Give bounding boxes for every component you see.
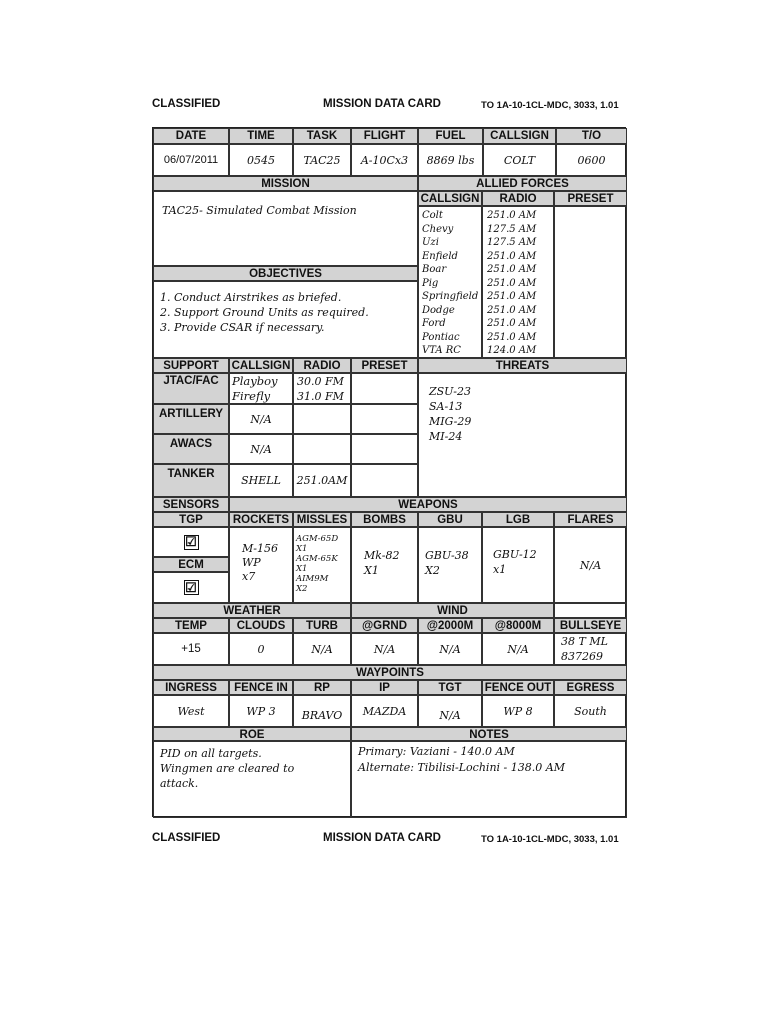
awacs-label: AWACS <box>153 434 229 464</box>
allied-callsigns <box>418 206 482 358</box>
gbu-value <box>418 527 482 603</box>
value-task: TAC25 <box>293 144 351 176</box>
objective-item: 2. Support Ground Units as required. <box>160 306 369 319</box>
allied-col-callsign: CALLSIGN <box>418 191 482 206</box>
value-flight: A-10Cx3 <box>351 144 418 176</box>
allied-callsign: Pig <box>422 277 439 289</box>
value-ingress: West <box>153 695 229 727</box>
gbu-line: X2 <box>425 564 440 577</box>
col-ip: IP <box>351 680 418 695</box>
flares-value: N/A <box>554 527 627 603</box>
bombs-line: X1 <box>364 564 379 577</box>
col-lgb: LGB <box>482 512 554 527</box>
jtac-callsign: Playboy <box>232 374 278 388</box>
objective-item: 1. Conduct Airstrikes as briefed. <box>160 291 342 304</box>
awacs-callsign: N/A <box>229 434 293 464</box>
roe-line: attack. <box>160 777 199 790</box>
col-fuel: FUEL <box>418 128 483 144</box>
value-clouds: 0 <box>229 633 293 665</box>
lgb-line: x1 <box>493 563 507 576</box>
allied-radio: 251.0 AM <box>487 250 537 262</box>
value-wind-2000: N/A <box>418 633 482 665</box>
allied-col-preset: PRESET <box>554 191 627 206</box>
col-fence-out: FENCE OUT <box>482 680 554 695</box>
allied-callsign: VTA RC <box>422 345 461 356</box>
tgp-label: TGP <box>153 512 229 527</box>
allied-radio: 251.0 AM <box>487 291 537 302</box>
header-title: MISSION DATA CARD <box>323 98 441 110</box>
ecm-label: ECM <box>153 557 229 572</box>
threats-list <box>418 373 627 497</box>
support-col-callsign: CALLSIGN <box>229 358 293 373</box>
value-wind-ground: N/A <box>351 633 418 665</box>
allied-radios <box>482 206 554 358</box>
threats-header: THREATS <box>418 358 627 373</box>
gbu-line: GBU-38 <box>425 549 469 562</box>
ecm-cell <box>153 572 229 603</box>
tanker-preset <box>351 464 418 497</box>
col-bombs: BOMBS <box>351 512 418 527</box>
roe-text <box>153 741 351 818</box>
col-wind-2000: @2000M <box>418 618 482 633</box>
support-col-preset: PRESET <box>351 358 418 373</box>
rockets-line: M-156 <box>242 542 278 555</box>
wind-header: WIND <box>351 603 554 618</box>
objectives-header: OBJECTIVES <box>153 266 418 281</box>
col-rp: RP <box>293 680 351 695</box>
allied-radio: 124.0 AM <box>487 345 537 356</box>
mission-header: MISSION <box>153 176 418 191</box>
value-wind-8000: N/A <box>482 633 554 665</box>
missile-line: AGM-65K <box>296 554 338 564</box>
lgb-line: GBU-12 <box>493 548 537 561</box>
weather-header: WEATHER <box>153 603 351 618</box>
footer-title: MISSION DATA CARD <box>323 832 441 844</box>
jtac-label: JTAC/FAC <box>153 373 229 404</box>
allied-callsign: Chevy <box>422 223 454 235</box>
notes-text <box>351 741 627 818</box>
value-date: 06/07/2011 <box>153 144 229 176</box>
col-turb: TURB <box>293 618 351 633</box>
rockets-line: WP <box>242 556 261 569</box>
value-time: 0545 <box>229 144 293 176</box>
bullseye-line: 38 T ML <box>561 635 608 648</box>
allied-radio: 251.0 AM <box>487 331 537 343</box>
ecm-checkbox-icon[interactable]: ☑ <box>185 579 197 595</box>
allied-presets <box>554 206 627 358</box>
awacs-radio <box>293 434 351 464</box>
allied-radio: 251.0 AM <box>487 264 537 275</box>
allied-radio: 251.0 AM <box>487 210 537 221</box>
bombs-line: Mk-82 <box>364 549 400 562</box>
footer-reference: TO 1A-10-1CL-MDC, 3033, 1.01 <box>481 834 619 845</box>
value-callsign: COLT <box>483 144 556 176</box>
col-time: TIME <box>229 128 293 144</box>
col-takeoff: T/O <box>556 128 627 144</box>
bombs-value <box>351 527 418 603</box>
support-header: SUPPORT <box>153 358 229 373</box>
missile-line: X1 <box>296 544 308 554</box>
allied-radio: 251.0 AM <box>487 277 537 289</box>
allied-radio: 251.0 AM <box>487 318 537 329</box>
allied-radio: 127.5 AM <box>487 237 537 248</box>
col-wind-ground: @GRND <box>351 618 418 633</box>
col-fence-in: FENCE IN <box>229 680 293 695</box>
col-date: DATE <box>153 128 229 144</box>
jtac-preset <box>351 373 418 404</box>
col-task: TASK <box>293 128 351 144</box>
missile-line: X1 <box>296 564 308 574</box>
allied-callsign: Dodge <box>422 304 455 316</box>
threat-item: MI-24 <box>429 430 463 443</box>
col-egress: EGRESS <box>554 680 627 695</box>
jtac-callsigns <box>229 373 293 404</box>
mission-data-card <box>152 127 626 817</box>
value-rp: BRAVO <box>293 695 351 727</box>
allied-callsign: Enfield <box>422 250 458 262</box>
jtac-radio: 30.0 FM <box>297 375 344 388</box>
objectives-list <box>153 281 418 358</box>
threat-item: SA-13 <box>429 400 463 413</box>
threat-item: MIG-29 <box>429 415 472 428</box>
sensors-header: SENSORS <box>153 497 229 512</box>
value-fuel: 8869 lbs <box>418 144 483 176</box>
waypoints-header: WAYPOINTS <box>153 665 627 680</box>
col-rockets: ROCKETS <box>229 512 293 527</box>
tgp-cell <box>153 527 229 557</box>
value-egress: South <box>554 695 627 727</box>
roe-header: ROE <box>153 727 351 741</box>
mission-text: TAC25- Simulated Combat Mission <box>153 191 418 266</box>
awacs-preset <box>351 434 418 464</box>
tgp-checkbox-icon[interactable]: ☑ <box>185 534 197 549</box>
col-gbu: GBU <box>418 512 482 527</box>
bullseye-line: 837269 <box>561 650 603 663</box>
tanker-label: TANKER <box>153 464 229 497</box>
lgb-value <box>482 527 554 603</box>
tanker-callsign: SHELL <box>229 464 293 497</box>
allied-radio: 251.0 AM <box>487 304 537 316</box>
col-flares: FLARES <box>554 512 627 527</box>
value-turb: N/A <box>293 633 351 665</box>
value-fence-in: WP 3 <box>229 695 293 727</box>
value-bullseye <box>554 633 627 665</box>
jtac-radio: 31.0 FM <box>297 390 344 403</box>
value-tgt: N/A <box>418 695 482 727</box>
value-temp: +15 <box>153 633 229 665</box>
notes-header: NOTES <box>351 727 627 741</box>
col-flight: FLIGHT <box>351 128 418 144</box>
col-missiles: MISSLES <box>293 512 351 527</box>
allied-callsign: Springfield <box>422 291 479 302</box>
tanker-radio: 251.0AM <box>293 464 351 497</box>
objective-item: 3. Provide CSAR if necessary. <box>160 321 325 334</box>
header-classified: CLASSIFIED <box>152 98 221 110</box>
roe-line: Wingmen are cleared to <box>160 762 295 775</box>
weapons-header: WEAPONS <box>229 497 627 512</box>
threat-item: ZSU-23 <box>429 385 471 398</box>
header-reference: TO 1A-10-1CL-MDC, 3033, 1.01 <box>481 100 619 111</box>
notes-line: Primary: Vaziani - 140.0 AM <box>358 745 515 758</box>
allied-callsign: Ford <box>422 318 446 329</box>
missile-line: AIM9M <box>296 574 329 584</box>
missiles-value <box>293 527 351 603</box>
value-ip: MAZDA <box>351 695 418 727</box>
missile-line: X2 <box>296 584 308 594</box>
roe-line: PID on all targets. <box>160 747 262 760</box>
jtac-radios <box>293 373 351 404</box>
allied-callsign: Boar <box>422 264 447 275</box>
artillery-radio <box>293 404 351 434</box>
jtac-callsign: Firefly <box>232 389 271 403</box>
support-col-radio: RADIO <box>293 358 351 373</box>
col-temp: TEMP <box>153 618 229 633</box>
col-callsign: CALLSIGN <box>483 128 556 144</box>
allied-forces-header: ALLIED FORCES <box>418 176 627 191</box>
col-ingress: INGRESS <box>153 680 229 695</box>
col-tgt: TGT <box>418 680 482 695</box>
col-clouds: CLOUDS <box>229 618 293 633</box>
rockets-line: x7 <box>242 570 256 583</box>
allied-radio: 127.5 AM <box>487 223 537 235</box>
value-fence-out: WP 8 <box>482 695 554 727</box>
allied-col-radio: RADIO <box>482 191 554 206</box>
artillery-callsign: N/A <box>229 404 293 434</box>
missile-line: AGM-65D <box>296 534 339 544</box>
allied-callsign: Uzi <box>422 237 439 248</box>
value-takeoff: 0600 <box>556 144 627 176</box>
allied-callsign: Pontiac <box>422 331 460 343</box>
bullseye-spacer <box>554 603 627 618</box>
artillery-preset <box>351 404 418 434</box>
footer-classified: CLASSIFIED <box>152 832 221 844</box>
allied-callsign: Colt <box>422 210 443 221</box>
col-bullseye: BULLSEYE <box>554 618 627 633</box>
artillery-label: ARTILLERY <box>153 404 229 434</box>
col-wind-8000: @8000M <box>482 618 554 633</box>
notes-line: Alternate: Tibilisi-Lochini - 138.0 AM <box>358 761 565 774</box>
rockets-value <box>229 527 293 603</box>
